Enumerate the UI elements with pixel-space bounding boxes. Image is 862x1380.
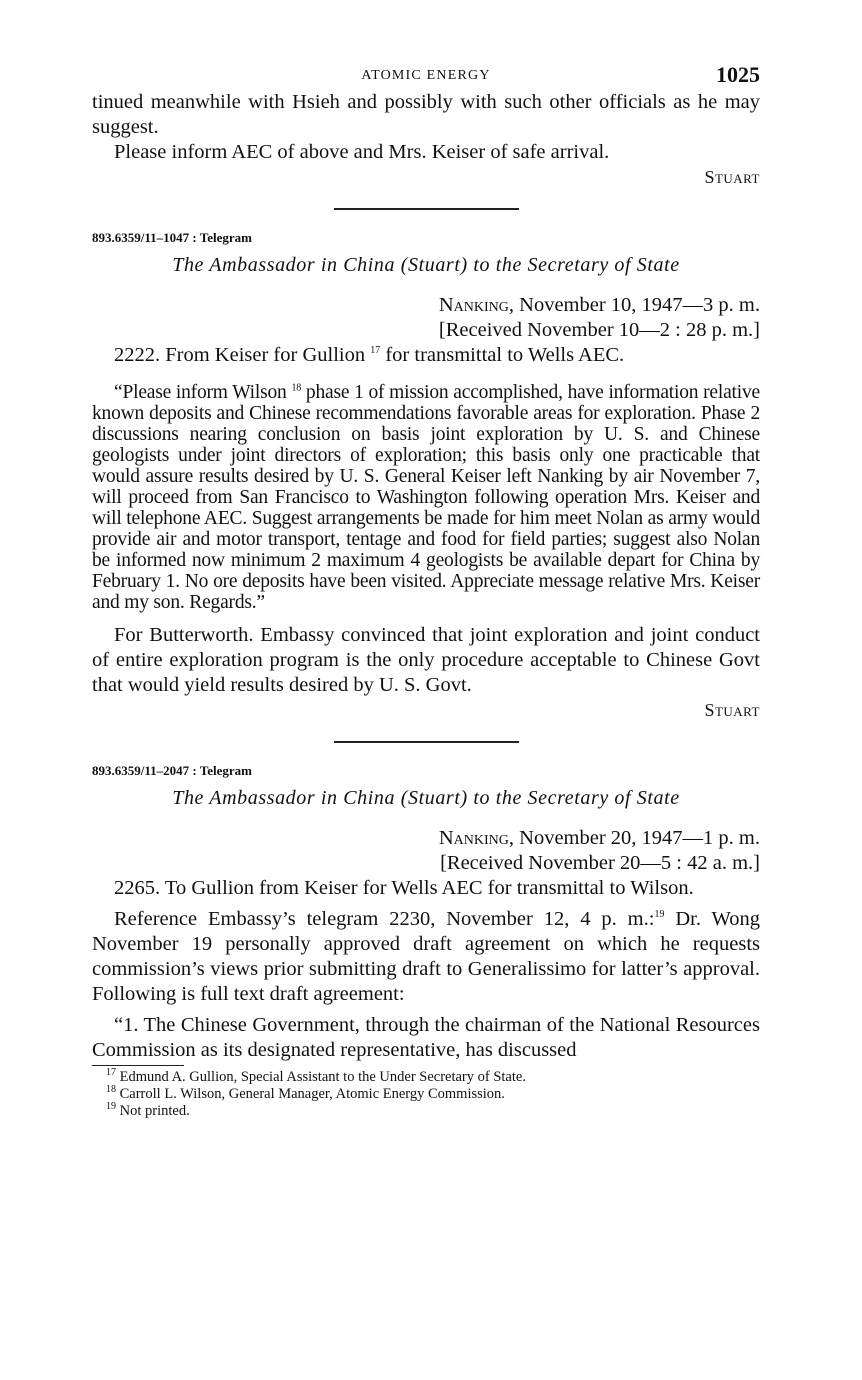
dateline-place: Nanking	[438, 827, 509, 849]
telegram-opening: 2265. To Gullion from Keiser for Wells AEC for transmittal to Wilson.	[114, 877, 694, 899]
running-title: ATOMIC ENERGY	[361, 68, 491, 83]
intro-request: Please inform AEC of above and Mrs. Keiser of safe arrival.	[114, 141, 610, 163]
footnote-ref: 17	[370, 345, 381, 357]
draft-agreement-text: “1. The Chinese Government, through the chairman of the National Resources Commission as its designated representative, has discussed	[92, 1014, 760, 1061]
quote-text: “Please inform Wilson	[114, 382, 287, 403]
signature: Stuart	[704, 167, 760, 187]
quote-text: phase 1 of mission accomplished, have information relative known deposits and Chinese recommendations favorable areas for exploration. Phase 2 discussions nearing conclusion on basis joint exploration by U. S. and Chinese geologists under joint directors of exploration; this basis only one practicable that would assure results desired by U. S. General Keiser left Nanking by air November 7, will proceed from San Francisco to Washington following operation Mrs. Keiser and will telephone AEC. Suggest arrangements be made for him meet Nolan as army would provide air and motor transport, tentage and food for field parties; suggest also Nolan be informed now minimum 2 maximum 4 geologists be available depart for China by February 1. No ore deposits have been visited. Appreciate message relative Mrs. Keiser and my son. Regards.”	[92, 382, 760, 613]
dateline	[92, 293, 760, 318]
file-reference: 893.6359/11–1047 : Telegram	[92, 230, 252, 245]
document-page	[92, 60, 760, 1120]
footnote-text: Not printed.	[119, 1103, 190, 1119]
footnote-number: 17	[106, 1067, 116, 1079]
dateline-place: Nanking	[438, 294, 509, 316]
footnotes	[92, 1069, 760, 1120]
footnote-number: 19	[106, 1101, 116, 1113]
opening-text: for transmittal to Wells AEC.	[380, 344, 625, 366]
document-heading: The Ambassador in China (Stuart) to the Secretary of State	[172, 254, 680, 276]
spacer	[92, 613, 760, 623]
footnote-text: Carroll L. Wilson, General Manager, Atomic Energy Commission.	[119, 1086, 505, 1102]
section-divider	[334, 208, 519, 210]
footnote-number: 18	[106, 1084, 116, 1096]
spacer	[92, 368, 760, 378]
footnote-ref: 19	[654, 909, 665, 921]
dateline-date: , November 10, 1947—3 p. m.	[508, 294, 760, 316]
reference-text: Reference Embassy’s telegram 2230, November 12, 4 p. m.:	[114, 908, 655, 930]
running-head	[92, 60, 760, 90]
telegram-opening	[92, 343, 760, 368]
intro-paragraph: tinued meanwhile with Hsieh and possibly with such other officials as he may suggest.	[92, 91, 760, 138]
document-heading: The Ambassador in China (Stuart) to the Secretary of State	[172, 787, 680, 809]
signature: Stuart	[704, 700, 760, 720]
footnote-ref: 18	[291, 382, 302, 394]
reference-paragraph	[92, 907, 760, 1007]
opening-text: 2222. From Keiser for Gullion	[114, 344, 366, 366]
closing-paragraph: For Butterworth. Embassy convinced that joint exploration and joint conduct of entire exploration program is the only procedure acceptable to Chinese Govt that would yield results desired by U. S. Govt.	[92, 624, 760, 696]
reference-text: Dr. Wong November 19 personally approved draft agreement on which he requests commission’s views prior submitting draft to Generalissimo for latter’s approval. Following is full text draft agreement:	[92, 908, 760, 1005]
dateline	[92, 826, 760, 851]
page-number: 1025	[716, 62, 760, 87]
received-line: [Received November 10—2 : 28 p. m.]	[438, 319, 760, 341]
footnote	[92, 1103, 760, 1120]
dateline-date: , November 20, 1947—1 p. m.	[508, 827, 760, 849]
footnote	[92, 1069, 760, 1086]
file-reference: 893.6359/11–2047 : Telegram	[92, 763, 252, 778]
footnote-divider	[92, 1065, 184, 1066]
received-line: [Received November 20—5 : 42 a. m.]	[440, 852, 760, 874]
footnote	[92, 1086, 760, 1103]
quoted-message	[92, 382, 760, 613]
section-divider	[334, 741, 519, 743]
footnote-text: Edmund A. Gullion, Special Assistant to the Under Secretary of State.	[119, 1069, 526, 1085]
